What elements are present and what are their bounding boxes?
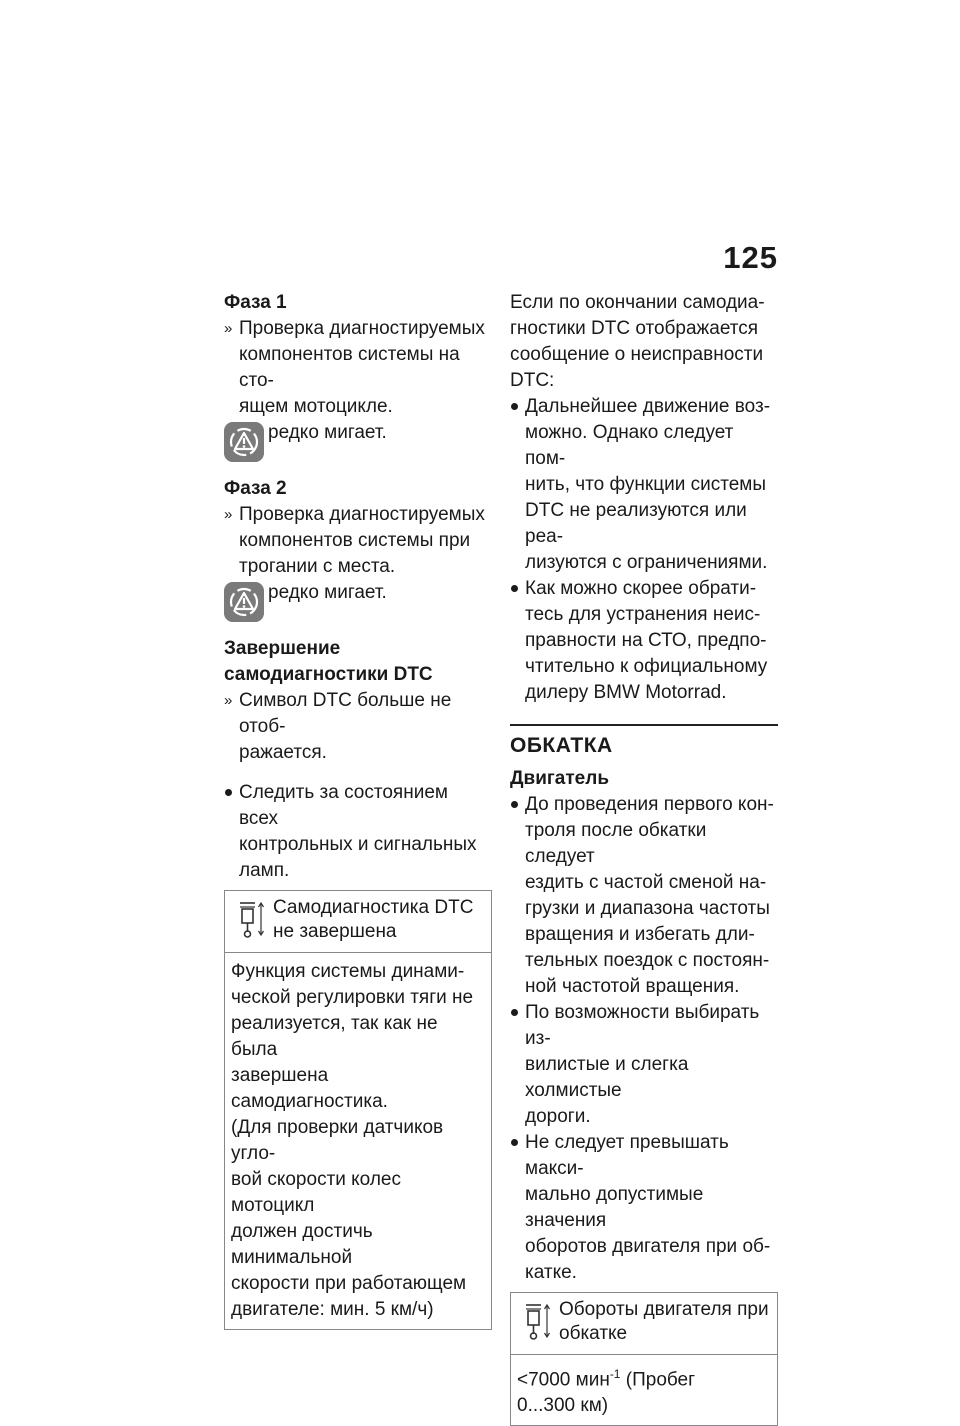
phase2-icon-text: редко мигает.	[268, 582, 387, 603]
dtc-bullet-2: Как можно скорее обрати- тесь для устранения неис- правности на СТО, предпо- чтительно к официальному дилеру BMW Motorrad.	[510, 576, 778, 706]
engine-bullet-1: До проведения первого кон- троля после обкатки следует ездить с частой сменой на- грузки и диапазона частоты вращения и избегать дли- тельных поездок с постоян- ной частотой вращения.	[510, 792, 778, 1000]
phase1-heading: Фаза 1	[224, 292, 287, 313]
bullet-dot	[511, 1139, 518, 1146]
engine-bullet-3: Не следует превышать макси- мально допустимые значения оборотов двигателя при об- катке.	[510, 1130, 778, 1286]
phase1-icon-text: редко мигает.	[268, 422, 387, 443]
phase2-item: » Проверка диагностируемых компонентов системы при трогании с места.	[224, 504, 485, 577]
result-arrow-icon: »	[224, 692, 233, 709]
phase2-icon-line	[224, 580, 492, 626]
left-column	[224, 290, 492, 1330]
bullet-dot	[511, 585, 518, 592]
section-heading: ОБКАТКА	[510, 724, 778, 760]
break-in-rpm-box-body: <7000 мин$^{-1}$ (Пробег 0...300 км)	[517, 1367, 696, 1417]
dtc-bullet-1: Дальнейшее движение воз- можно. Однако следует пом- нить, что функции системы DTC не реализуются или реа- лизуются с ограничениями.	[510, 394, 778, 576]
result-arrow-icon: »	[224, 320, 233, 337]
bullet-dot	[511, 801, 518, 808]
break-in-rpm-box-title: Обороты двигателя при обкатке	[511, 1293, 777, 1355]
right-column	[510, 290, 778, 1426]
phase1-item: » Проверка диагностируемых компонентов системы на сто- ящем мотоцикле.	[224, 318, 485, 417]
bullet-dot	[225, 789, 232, 796]
engine-subheading: Двигатель	[510, 768, 609, 789]
phase2-heading: Фаза 2	[224, 478, 287, 499]
phase1-icon-line	[224, 420, 492, 466]
lamps-bullet: Следить за состоянием всех контрольных и сигнальных ламп.	[224, 780, 492, 884]
dtc-info-box	[224, 890, 492, 1330]
break-in-rpm-box	[510, 1292, 778, 1426]
dtc-info-box-body: Функция системы динами- ческой регулировки тяги не реализуется, так как не была завершена самодиагностика. (Для проверки датчиков угло- вой скорости колес мотоцикл должен достичь минимальной скорости при работающем двигателе: мин. 5 км/ч)	[231, 961, 474, 1320]
engine-bullet-2: По возможности выбирать из- вилистые и слегка холмистые дороги.	[510, 1000, 778, 1130]
result-arrow-icon: »	[224, 506, 233, 523]
page-number: 125	[723, 240, 778, 275]
bullet-dot	[511, 1009, 518, 1016]
completion-item: » Символ DTC больше не отоб- ражается.	[224, 690, 452, 763]
completion-heading: Завершение самодиагностики DTC	[224, 638, 433, 685]
technical-data-icon	[525, 1301, 551, 1341]
dtc-intro: Если по окончании самодиа- гностики DTC отображается сообщение о неисправности DTC:	[510, 292, 765, 391]
warning-light-icon	[224, 582, 264, 622]
dtc-info-box-title: Самодиагностика DTC не завершена	[225, 891, 491, 953]
bullet-dot	[511, 403, 518, 410]
technical-data-icon	[239, 899, 265, 939]
warning-light-icon	[224, 422, 264, 462]
